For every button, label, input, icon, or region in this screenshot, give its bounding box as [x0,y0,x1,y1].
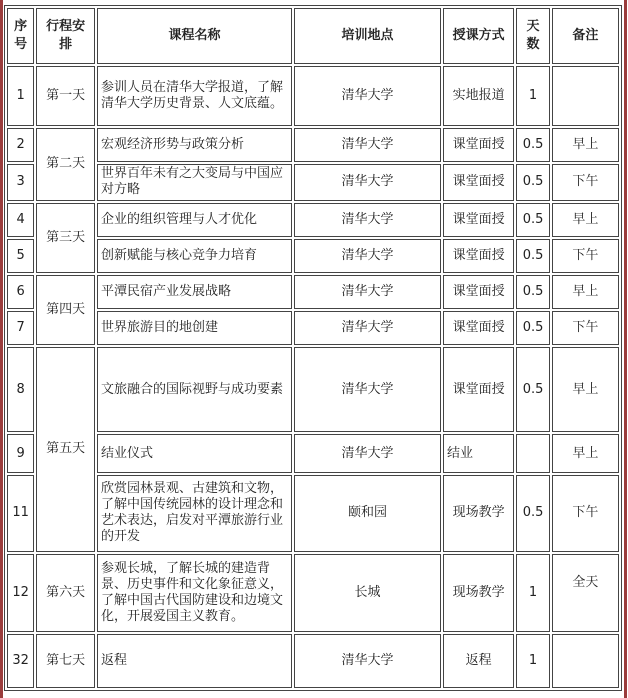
cell-days: 0.5 [516,164,550,201]
cell-course: 世界百年未有之大变局与中国应对方略 [97,164,292,201]
cell-course: 文旅融合的国际视野与成功要素 [97,347,292,432]
cell-note: 早上 [552,275,619,309]
table-row [7,311,619,345]
cell-day: 第六天 [36,554,95,633]
cell-seq: 2 [7,128,34,162]
cell-days: 1 [516,634,550,688]
cell-days: 1 [516,66,550,126]
cell-note: 下午 [552,239,619,273]
cell-course: 返程 [97,634,292,688]
cell-seq: 3 [7,164,34,201]
cell-course: 欣赏园林景观、古建筑和文物，了解中国传统园林的设计理念和艺术表达，启发对平潭旅游行业的开发 [97,475,292,551]
cell-note: 早上 [552,434,619,473]
cell-note: 早上 [552,128,619,162]
table-row [7,475,619,551]
cell-note: 全天 [552,554,619,633]
cell-place: 清华大学 [294,239,441,273]
cell-seq: 11 [7,475,34,551]
cell-course: 平潭民宿产业发展战略 [97,275,292,309]
cell-seq: 6 [7,275,34,309]
table-row [7,347,619,432]
cell-days: 0.5 [516,347,550,432]
table-row [7,275,619,309]
header-days: 天数 [516,8,550,64]
table-row [7,434,619,473]
cell-day: 第三天 [36,203,95,273]
cell-days [516,434,550,473]
header-method: 授课方式 [443,8,514,64]
cell-note: 早上 [552,347,619,432]
cell-place: 清华大学 [294,66,441,126]
cell-note [552,634,619,688]
table-row [7,128,619,162]
cell-place: 清华大学 [294,164,441,201]
cell-place: 清华大学 [294,128,441,162]
cell-place: 长城 [294,554,441,633]
cell-day: 第七天 [36,634,95,688]
cell-days: 0.5 [516,475,550,551]
cell-method: 课堂面授 [443,275,514,309]
table-row [7,66,619,126]
cell-days: 0.5 [516,311,550,345]
cell-day: 第一天 [36,66,95,126]
cell-course: 参观长城，了解长城的建造背景、历史事件和文化象征意义，了解中国古代国防建设和边境文化，开展爱国主义教育。 [97,554,292,633]
cell-place: 清华大学 [294,634,441,688]
cell-note: 下午 [552,475,619,551]
cell-days: 0.5 [516,275,550,309]
cell-place: 清华大学 [294,275,441,309]
cell-note: 下午 [552,164,619,201]
cell-seq: 7 [7,311,34,345]
header-place: 培训地点 [294,8,441,64]
header-note: 备注 [552,8,619,64]
cell-days: 1 [516,554,550,633]
cell-course: 世界旅游目的地创建 [97,311,292,345]
cell-place: 清华大学 [294,311,441,345]
header-course: 课程名称 [97,8,292,64]
cell-seq: 8 [7,347,34,432]
cell-method: 返程 [443,634,514,688]
cell-day: 第四天 [36,275,95,345]
cell-method: 课堂面授 [443,164,514,201]
table-row [7,203,619,237]
cell-place: 清华大学 [294,203,441,237]
cell-method: 实地报道 [443,66,514,126]
cell-method: 课堂面授 [443,239,514,273]
cell-days: 0.5 [516,128,550,162]
cell-method: 现场教学 [443,554,514,633]
table-row [7,239,619,273]
cell-place: 颐和园 [294,475,441,551]
cell-seq: 12 [7,554,34,633]
cell-course: 结业仪式 [97,434,292,473]
cell-day: 第二天 [36,128,95,201]
cell-days: 0.5 [516,203,550,237]
cell-note [552,66,619,126]
left-border-strip [0,0,3,698]
cell-course: 宏观经济形势与政策分析 [97,128,292,162]
right-border-strip [624,0,627,698]
cell-note: 下午 [552,311,619,345]
cell-place: 清华大学 [294,347,441,432]
table-row [7,554,619,633]
cell-note: 早上 [552,203,619,237]
cell-seq: 9 [7,434,34,473]
cell-days: 0.5 [516,239,550,273]
header-seq: 序号 [7,8,34,64]
table-row [7,634,619,688]
table-row [7,164,619,201]
header-row [7,8,619,64]
cell-method: 课堂面授 [443,347,514,432]
cell-course: 创新赋能与核心竞争力培育 [97,239,292,273]
cell-day: 第五天 [36,347,95,551]
training-schedule-table [4,5,622,691]
cell-method: 结业 [443,434,514,473]
cell-seq: 4 [7,203,34,237]
cell-seq: 5 [7,239,34,273]
cell-course: 企业的组织管理与人才优化 [97,203,292,237]
cell-seq: 32 [7,634,34,688]
cell-method: 现场教学 [443,475,514,551]
cell-course: 参训人员在清华大学报道，了解清华大学历史背景、人文底蕴。 [97,66,292,126]
cell-method: 课堂面授 [443,311,514,345]
cell-method: 课堂面授 [443,128,514,162]
header-day: 行程安排 [36,8,95,64]
cell-place: 清华大学 [294,434,441,473]
cell-seq: 1 [7,66,34,126]
cell-method: 课堂面授 [443,203,514,237]
